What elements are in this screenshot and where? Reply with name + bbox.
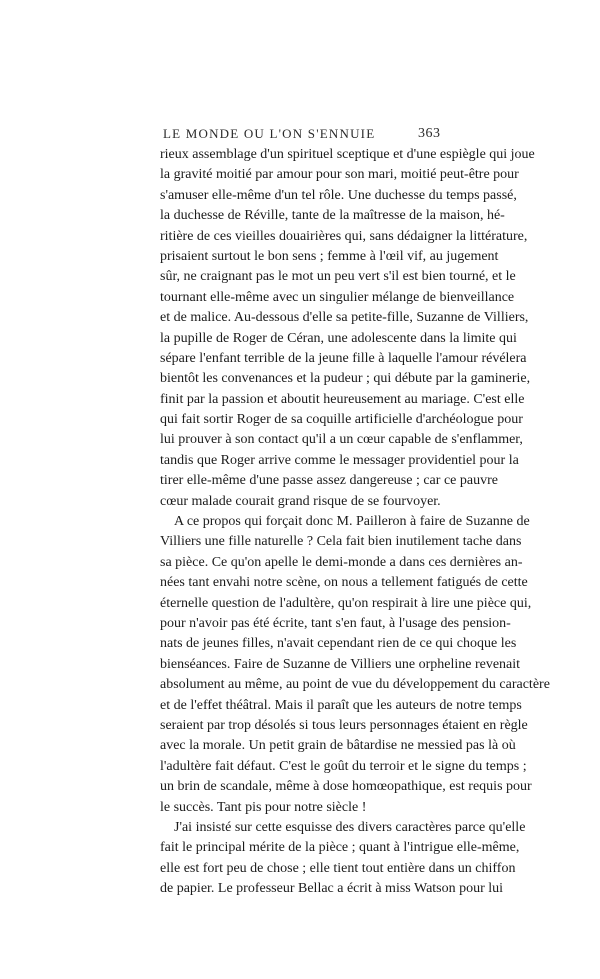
text-line: bientôt les convenances et la pudeur ; qui débute par la gaminerie, <box>160 371 531 387</box>
text-line: de papier. Le professeur Bellac a écrit à miss Watson pour lui <box>160 881 504 897</box>
paragraph <box>160 512 550 818</box>
text-line: qui fait sortir Roger de sa coquille artificielle d'archéologue pour <box>160 412 523 428</box>
text-line: nées tant envahi notre scène, on nous a tellement fatigués de cette <box>160 575 528 591</box>
text-line: sûr, ne craignant pas le mot un peu vert s'il est bien tourné, et le <box>160 269 516 285</box>
paragraph <box>160 145 535 512</box>
text-line: éternelle question de l'adultère, qu'on respirait à lire une pièce qui, <box>160 595 532 611</box>
text-line: seraient par trop désolés si tous leurs personnages étaient en règle <box>160 717 528 733</box>
text-line: avec la morale. Un petit grain de bâtardise ne messied pas là où <box>160 738 516 754</box>
text-line: la duchesse de Réville, tante de la maîtresse de la maison, hé- <box>160 208 505 224</box>
text-line: cœur malade courait grand risque de se fourvoyer. <box>160 493 441 509</box>
text-line: tournant elle-même avec un singulier mélange de bienveillance <box>160 289 515 305</box>
text-line: et de malice. Au-dessous d'elle sa petite-fille, Suzanne de Villiers, <box>160 310 529 326</box>
text-line: bienséances. Faire de Suzanne de Villiers une orpheline revenait <box>160 656 521 672</box>
text-line: ritière de ces vieilles douairières qui, sans dédaigner la littérature, <box>160 228 528 244</box>
text-line: fait le principal mérite de la pièce ; quant à l'intrigue elle-même, <box>160 840 520 856</box>
text-line: l'adultère fait défaut. C'est le goût du terroir et le signe du temps ; <box>160 758 527 774</box>
text-line: la pupille de Roger de Céran, une adolescente dans la limite qui <box>160 330 517 346</box>
text-line: finit par la passion et aboutit heureusement au mariage. C'est elle <box>160 391 525 407</box>
text-line: absolument au même, au point de vue du développement du caractère <box>160 677 550 693</box>
text-line: le succès. Tant pis pour notre siècle ! <box>160 799 367 815</box>
text-line: sa pièce. Ce qu'on apelle le demi-monde a dans ces dernières an- <box>160 554 523 570</box>
text-line: tirer elle-même d'une passe assez dangereuse ; car ce pauvre <box>160 473 498 489</box>
text-line: elle est fort peu de chose ; elle tient tout entière dans un chiffon <box>160 860 516 876</box>
body-text <box>160 145 550 899</box>
text-line: Villiers une fille naturelle ? Cela fait bien inutilement tache dans <box>160 534 522 550</box>
text-line: sépare l'enfant terrible de la jeune fille à laquelle l'amour révélera <box>160 350 527 366</box>
text-line: rieux assemblage d'un spirituel sceptique et d'une espiègle qui joue <box>160 147 535 162</box>
text-line: s'amuser elle-même d'un tel rôle. Une duchesse du temps passé, <box>160 187 517 203</box>
text-line: lui prouver à son contact qu'il a un cœur capable de s'enflammer, <box>160 432 523 448</box>
text-line: la gravité moitié par amour pour son mari, moitié peut-être pour <box>160 167 519 183</box>
text-line: A ce propos qui forçait donc M. Pailleron à faire de Suzanne de <box>174 514 530 530</box>
running-head: LE MONDE OU L'ON S'ENNUIE <box>163 126 376 141</box>
text-line: et de l'effet théâtral. Mais il paraît que les auteurs de notre temps <box>160 697 522 713</box>
text-line: tandis que Roger arrive comme le messager providentiel pour la <box>160 452 519 468</box>
page-number: 363 <box>418 126 441 141</box>
text-line: nats de jeunes filles, n'avait cependant rien de ce qui choque les <box>160 636 517 652</box>
text-line: pour n'avoir pas été écrite, tant s'en faut, à l'usage des pension- <box>160 615 511 631</box>
text-line: prisaient surtout le bon sens ; femme à l'œil vif, au jugement <box>160 248 499 264</box>
text-line: J'ai insisté sur cette esquisse des divers caractères parce qu'elle <box>174 819 526 835</box>
paragraph <box>160 818 526 900</box>
text-line: un brin de scandale, même à dose homœopathique, est requis pour <box>160 779 532 795</box>
